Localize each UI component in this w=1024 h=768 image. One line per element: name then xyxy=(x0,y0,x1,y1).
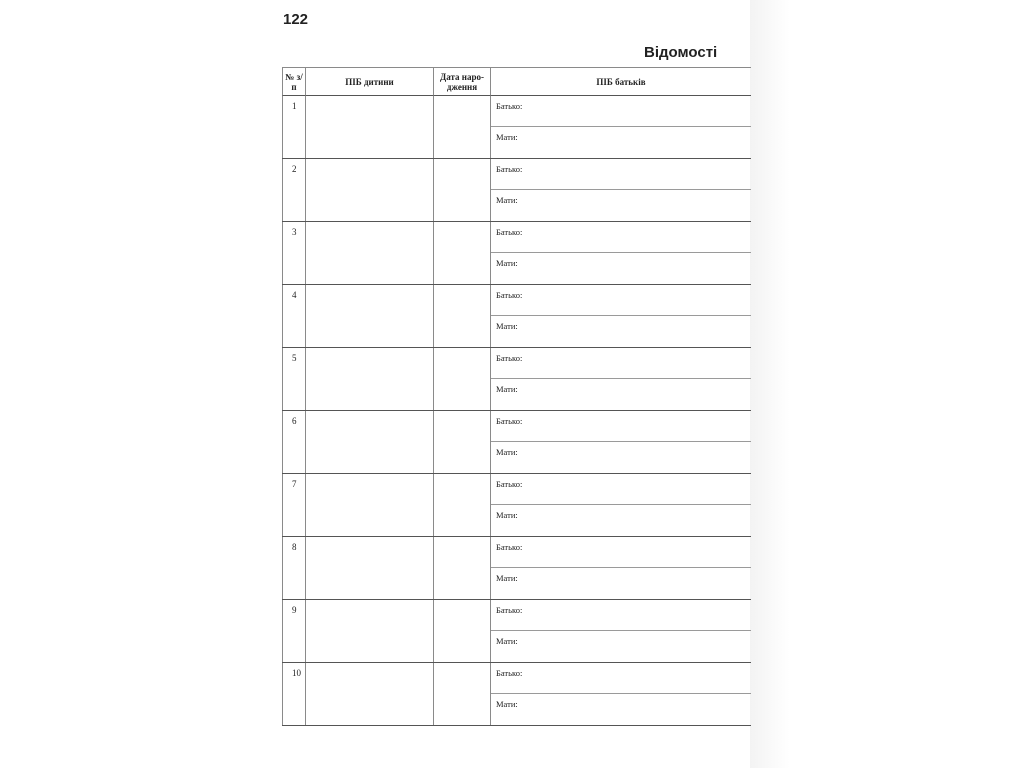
row-number-cell xyxy=(282,348,306,410)
page-number: 122 xyxy=(283,11,309,28)
child-name-cell xyxy=(306,96,434,158)
section-title: Відомості xyxy=(644,44,718,61)
row-number-cell xyxy=(282,600,306,662)
father-label: Батько: xyxy=(496,416,523,426)
mother-label: Мати: xyxy=(496,384,518,394)
parents-cell xyxy=(491,474,751,536)
birth-date-cell xyxy=(434,663,491,725)
father-line xyxy=(491,537,751,568)
parents-cell xyxy=(491,537,751,599)
row-number-cell xyxy=(282,474,306,536)
mother-label: Мати: xyxy=(496,258,518,268)
table-row xyxy=(282,96,751,159)
father-label: Батько: xyxy=(496,101,523,111)
header-birth-date-label: Дата наро- дження xyxy=(440,71,484,92)
father-line xyxy=(491,159,751,190)
parents-cell xyxy=(491,600,751,662)
parents-cell xyxy=(491,285,751,347)
father-line xyxy=(491,600,751,631)
father-label: Батько: xyxy=(496,605,523,615)
father-line xyxy=(491,96,751,127)
child-name-cell xyxy=(306,285,434,347)
mother-line xyxy=(491,631,751,662)
mother-label: Мати: xyxy=(496,699,518,709)
birth-date-cell xyxy=(434,537,491,599)
mother-line xyxy=(491,190,751,221)
row-number: 5 xyxy=(292,353,297,363)
table-row xyxy=(282,600,751,663)
mother-line xyxy=(491,694,751,725)
table-row xyxy=(282,663,751,726)
row-number: 2 xyxy=(292,164,297,174)
father-line xyxy=(491,411,751,442)
row-number: 6 xyxy=(292,416,297,426)
birth-date-cell xyxy=(434,474,491,536)
mother-label: Мати: xyxy=(496,321,518,331)
table-row xyxy=(282,285,751,348)
mother-line xyxy=(491,505,751,536)
header-parents-name xyxy=(491,67,751,96)
row-number: 3 xyxy=(292,227,297,237)
birth-date-cell xyxy=(434,222,491,284)
table-row xyxy=(282,222,751,285)
father-label: Батько: xyxy=(496,164,523,174)
mother-label: Мати: xyxy=(496,132,518,142)
father-label: Батько: xyxy=(496,290,523,300)
child-name-cell xyxy=(306,348,434,410)
header-number-label: № з/п xyxy=(285,71,303,92)
father-line xyxy=(491,222,751,253)
table-row xyxy=(282,537,751,600)
child-name-cell xyxy=(306,474,434,536)
row-number-cell xyxy=(282,222,306,284)
parents-cell xyxy=(491,348,751,410)
parents-cell xyxy=(491,222,751,284)
father-label: Батько: xyxy=(496,227,523,237)
row-number-cell xyxy=(282,411,306,473)
birth-date-cell xyxy=(434,159,491,221)
row-number: 7 xyxy=(292,479,297,489)
mother-line xyxy=(491,253,751,284)
page-edge-shadow xyxy=(750,0,790,768)
father-line xyxy=(491,285,751,316)
table-row xyxy=(282,348,751,411)
parents-cell xyxy=(491,159,751,221)
child-name-cell xyxy=(306,159,434,221)
mother-line xyxy=(491,568,751,599)
birth-date-cell xyxy=(434,348,491,410)
table-row xyxy=(282,474,751,537)
birth-date-cell xyxy=(434,285,491,347)
row-number-cell xyxy=(282,96,306,158)
mother-line xyxy=(491,442,751,473)
child-name-cell xyxy=(306,222,434,284)
father-line xyxy=(491,348,751,379)
parents-cell xyxy=(491,663,751,725)
father-label: Батько: xyxy=(496,353,523,363)
row-number: 9 xyxy=(292,605,297,615)
birth-date-cell xyxy=(434,411,491,473)
row-number-cell xyxy=(282,537,306,599)
parents-cell xyxy=(491,411,751,473)
father-label: Батько: xyxy=(496,542,523,552)
table-row xyxy=(282,411,751,474)
father-line xyxy=(491,474,751,505)
row-number-cell xyxy=(282,285,306,347)
row-number-cell xyxy=(282,663,306,725)
father-label: Батько: xyxy=(496,479,523,489)
table-row xyxy=(282,159,751,222)
child-name-cell xyxy=(306,537,434,599)
child-name-cell xyxy=(306,600,434,662)
register-table xyxy=(282,67,751,723)
father-label: Батько: xyxy=(496,668,523,678)
header-birth-date xyxy=(434,67,491,96)
mother-label: Мати: xyxy=(496,510,518,520)
mother-line xyxy=(491,316,751,347)
row-number: 4 xyxy=(292,290,297,300)
header-number xyxy=(282,67,306,96)
row-number-cell xyxy=(282,159,306,221)
header-parents-name-label: ПІБ батьків xyxy=(596,76,646,87)
row-number: 1 xyxy=(292,101,297,111)
row-number: 8 xyxy=(292,542,297,552)
mother-label: Мати: xyxy=(496,573,518,583)
father-line xyxy=(491,663,751,694)
mother-label: Мати: xyxy=(496,636,518,646)
birth-date-cell xyxy=(434,600,491,662)
child-name-cell xyxy=(306,663,434,725)
mother-label: Мати: xyxy=(496,195,518,205)
parents-cell xyxy=(491,96,751,158)
row-number: 10 xyxy=(292,668,301,678)
birth-date-cell xyxy=(434,96,491,158)
header-child-name-label: ПІБ дитини xyxy=(345,76,394,87)
mother-line xyxy=(491,379,751,410)
mother-label: Мати: xyxy=(496,447,518,457)
mother-line xyxy=(491,127,751,158)
header-child-name xyxy=(306,67,434,96)
child-name-cell xyxy=(306,411,434,473)
